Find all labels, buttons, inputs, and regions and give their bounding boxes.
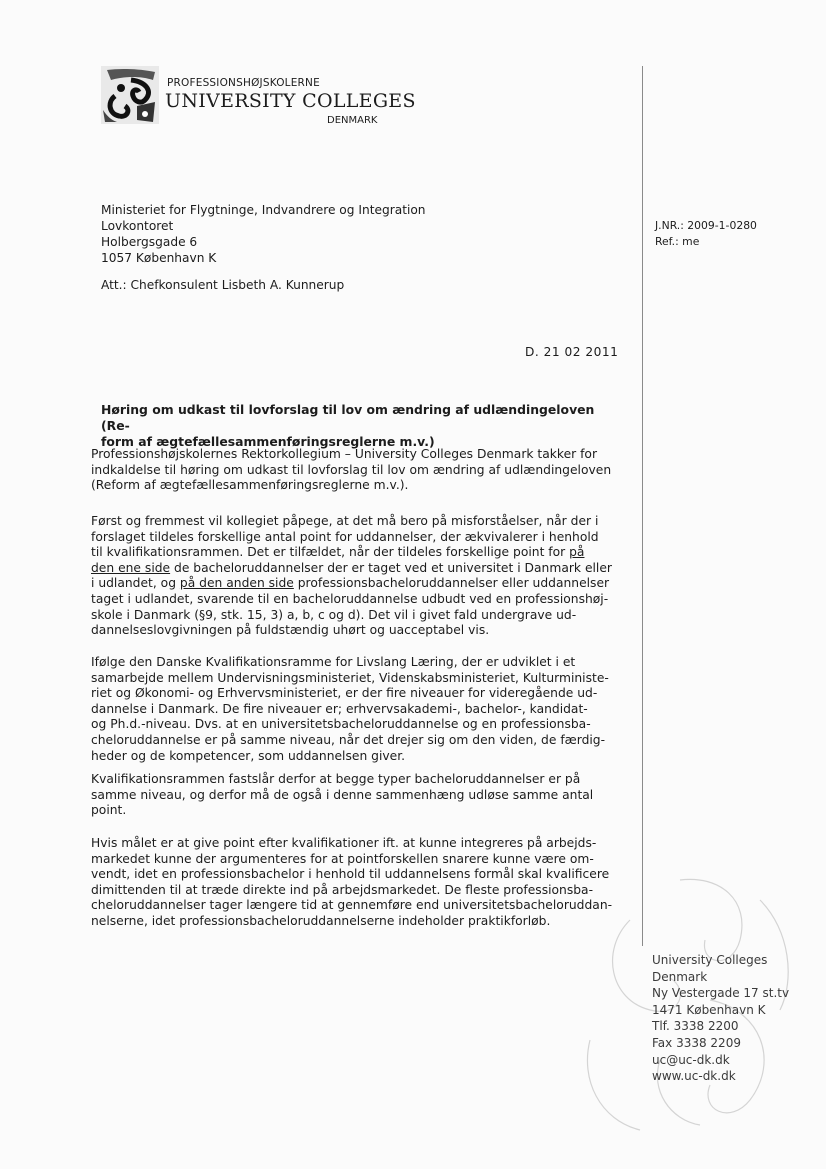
paragraph-4 [91, 772, 621, 819]
text-line: Hvis målet er at give point efter kvalifikationer ift. at kunne integreres på arbejds- [91, 836, 597, 850]
text-span: professionsbacheloruddannelser eller uddannelser [293, 576, 610, 591]
contact-email: uc@uc-dk.dk [652, 1052, 730, 1067]
text-span: de bacheloruddannelser der er taget ved et universitet i Danmark eller [170, 560, 612, 575]
text-line: Først og fremmest vil kollegiet påpege, at det må bero på misforståelser, når der i [91, 514, 599, 528]
text-line: dannelseslovgivningen på fuldstændig uhørt og uacceptabel vis. [91, 623, 490, 638]
letter-date: D. 21 02 2011 [525, 345, 619, 359]
text-line: nelserne, idet professionsbacheloruddannelserne indeholder praktikforløb. [91, 913, 551, 928]
contact-website: www.uc-dk.dk [652, 1069, 736, 1084]
paragraph-5 [91, 836, 621, 930]
underlined-text: på [569, 545, 585, 560]
contact-line: Ny Vestergade 17 st.tv [652, 986, 790, 1001]
text-line: dannelse i Danmark. De fire niveauer er; erhvervsakademi-, bachelor-, kandidat- [91, 701, 588, 716]
recipient-address [101, 202, 426, 266]
underlined-text: den ene side [91, 560, 171, 575]
text-line: (Reform af ægtefællesammenføringsreglerne m.v.). [91, 478, 409, 493]
subject-line: Høring om udkast til lovforslag til lov om ændring af udlændingeloven (Re- [101, 402, 595, 433]
text-line: samarbejde mellem Undervisningsministeriet, Videnskabsministeriet, Kulturministe- [91, 670, 609, 685]
reference-block [655, 218, 757, 250]
contact-line: University Colleges [652, 953, 768, 967]
text-line: Kvalifikationsrammen fastslår derfor at begge typer bacheloruddannelser er på [91, 772, 581, 786]
org-name-small: PROFESSIONSHØJSKOLERNE [167, 77, 320, 89]
contact-line: Denmark [652, 969, 708, 984]
text-line: taget i udlandet, svarende til en bacheloruddannelse udbudt ved en professionshøj- [91, 591, 609, 606]
org-name-large: UNIVERSITY COLLEGES [165, 90, 416, 112]
subject-line: form af ægtefællesammenføringsreglerne m.v.) [101, 434, 435, 449]
recipient-line: Ministeriet for Flygtninge, Indvandrere og Integration [101, 203, 426, 217]
text-line: markedet kunne der argumenteres for at pointforskellen snarere kunne være om- [91, 851, 594, 866]
uc-logo-icon [101, 66, 159, 124]
text-line: cheloruddannelser tager længere tid at gennemføre end universitetsbacheloruddan- [91, 898, 613, 913]
paragraph-3 [91, 655, 621, 764]
text-line: forslaget tildeles forskellige antal point for uddannelser, der ækvivalerer i henhold [91, 529, 599, 544]
underlined-text: på den anden side [179, 576, 294, 591]
paragraph-2 [91, 514, 621, 639]
margin-divider [642, 66, 643, 946]
text-line: cheloruddannelse er på samme niveau, når det drejer sig om den viden, de færdig- [91, 732, 606, 747]
text-span: i udlandet, og [91, 576, 180, 591]
contact-line: Tlf. 3338 2200 [652, 1019, 739, 1034]
text-line: samme niveau, og derfor må de også i denne sammenhæng udløse samme antal [91, 787, 594, 802]
text-line: heder og de kompetencer, som uddannelsen giver. [91, 748, 406, 763]
recipient-line: Holbergsgade 6 [101, 235, 198, 249]
text-line: indkaldelse til høring om udkast til lovforslag til lov om ændring af udlændingeloven [91, 462, 612, 477]
text-line [91, 545, 621, 561]
contact-line: Fax 3338 2209 [652, 1035, 741, 1050]
text-line [91, 561, 621, 577]
text-line: dimittenden til at træde direkte ind på arbejdsmarkedet. De fleste professionsba- [91, 882, 594, 897]
text-line: point. [91, 803, 127, 818]
contact-line: 1471 København K [652, 1002, 766, 1017]
org-country: DENMARK [327, 115, 378, 126]
reference-initials: Ref.: me [655, 235, 700, 248]
text-line: og Ph.d.-niveau. Dvs. at en universitetsbacheloruddannelse og en professionsba- [91, 717, 591, 732]
recipient-line: Lovkontoret [101, 219, 174, 233]
text-span: til kvalifikationsrammen. Det er tilfældet, når der tildeles forskellige point for [91, 545, 570, 560]
text-line: skole i Danmark (§9, stk. 15, 3) a, b, c og d). Det vil i givet fald undergrave ud- [91, 607, 577, 622]
contact-block [652, 952, 789, 1085]
attention-line: Att.: Chefkonsulent Lisbeth A. Kunnerup [101, 278, 345, 292]
recipient-line: 1057 København K [101, 251, 217, 265]
text-line: vendt, idet en professionsbachelor i henhold til uddannelsens formål skal kvalificere [91, 867, 610, 882]
text-line: Ifølge den Danske Kvalifikationsramme for Livslang Læring, der er udviklet i et [91, 655, 576, 669]
text-line [91, 576, 621, 592]
text-line: riet og Økonomi- og Erhvervsministeriet, er der fire niveauer for videregående ud- [91, 686, 598, 701]
journal-number: J.NR.: 2009-1-0280 [655, 219, 757, 232]
text-line: Professionshøjskolernes Rektorkollegium – University Colleges Denmark takker for [91, 447, 598, 461]
letter-subject [101, 402, 616, 450]
paragraph-1 [91, 447, 621, 494]
